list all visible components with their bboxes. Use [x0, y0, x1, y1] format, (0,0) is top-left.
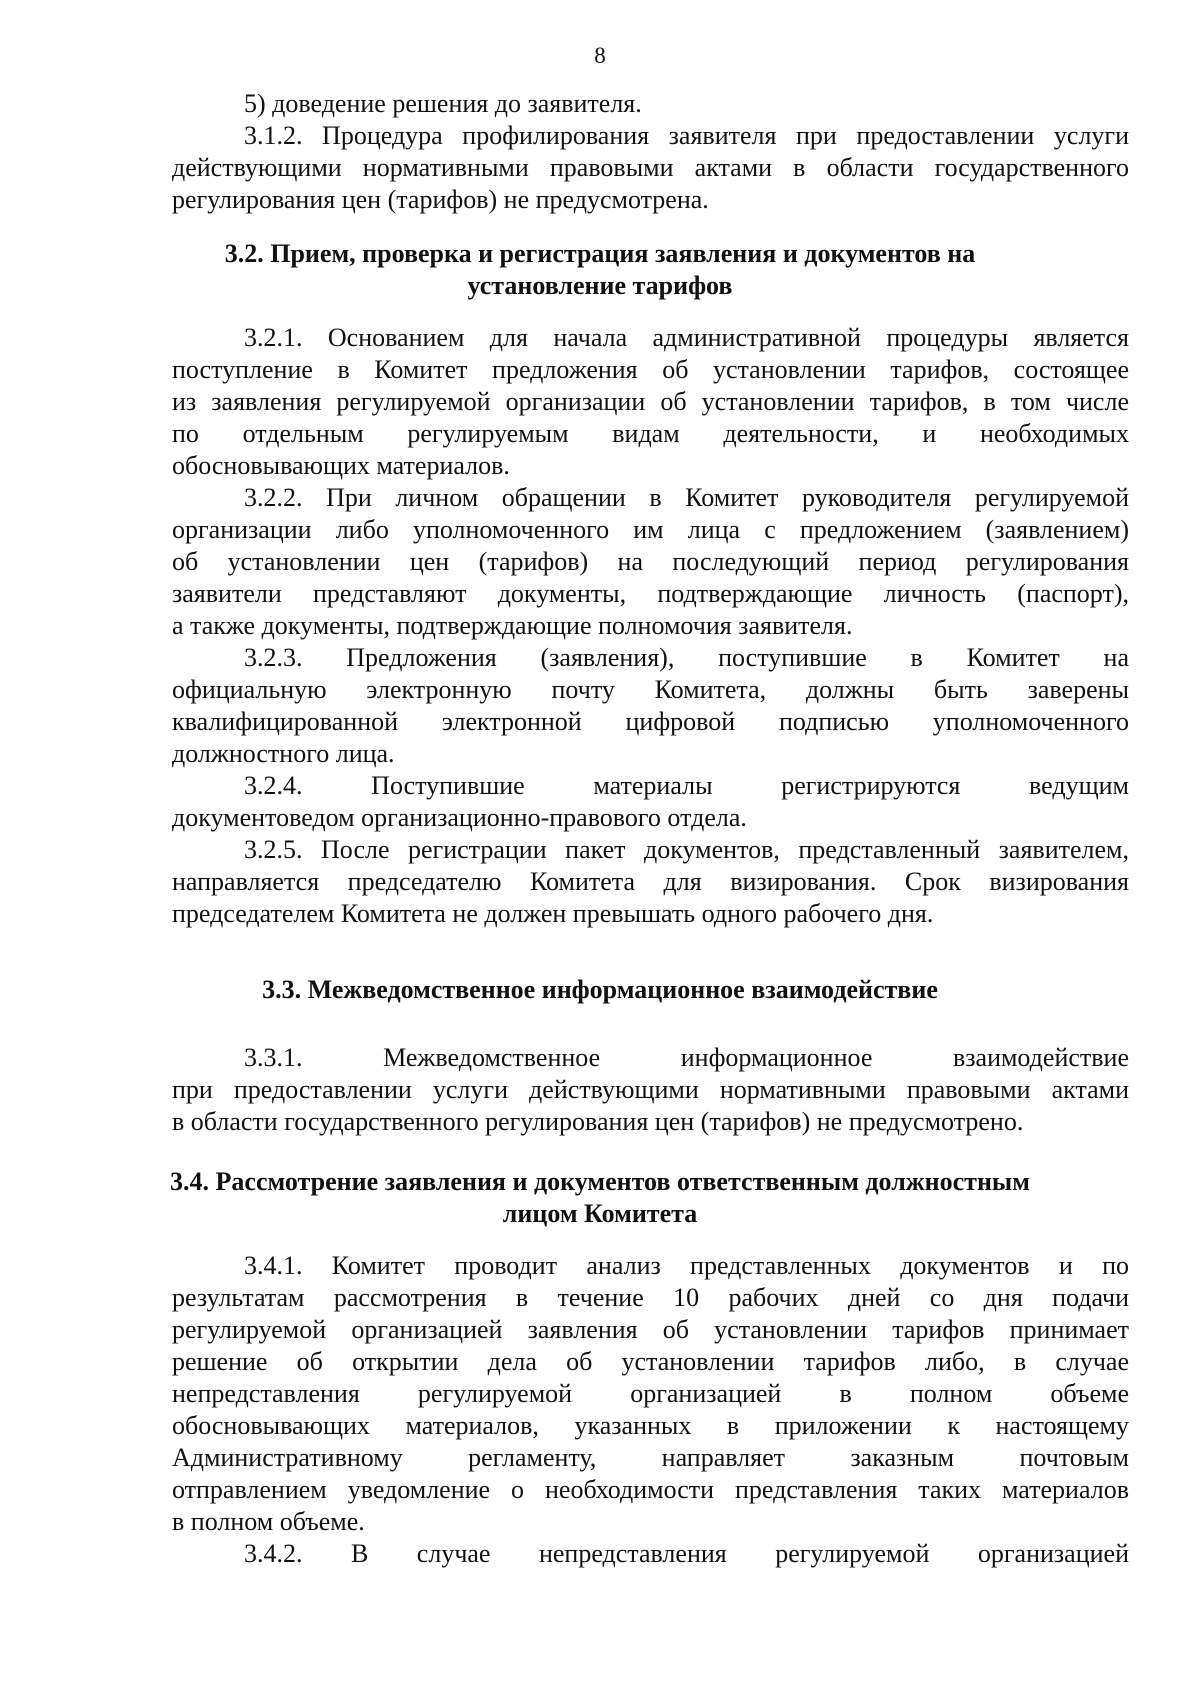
text-line: в полном объеме.: [172, 1507, 365, 1536]
text-line: 3.2.5. После регистрации пакет документов, представленный заявителем,: [244, 835, 1129, 864]
text-line: из заявления регулируемой организации об установлении тарифов, в том числе: [172, 387, 1129, 416]
text-line: 3.4.1. Комитет проводит анализ представленных документов и по: [244, 1251, 1129, 1280]
text-line: официальную электронную почту Комитета, должны быть заверены: [172, 675, 1129, 704]
text-line: в области государственного регулирования цен (тарифов) не предусмотрено.: [172, 1107, 1024, 1136]
text-line: 3.2.2. При личном обращении в Комитет руководителя регулируемой: [244, 483, 1129, 512]
text-line: решение об открытии дела об установлении тарифов либо, в случае: [172, 1347, 1129, 1376]
text-line: отправлением уведомление о необходимости представления таких материалов: [172, 1475, 1129, 1504]
text-line: 3.4.2. В случае непредставления регулируемой организацией: [244, 1539, 1129, 1568]
section-heading: 3.3. Межведомственное информационное взаимодействие: [262, 975, 938, 1004]
text-line: обосновывающих материалов.: [172, 451, 510, 480]
text-line: 3.3.1. Межведомственное информационное взаимодействие: [244, 1043, 1129, 1072]
text-line: действующими нормативными правовыми актами в области государственного: [172, 153, 1129, 182]
page-number: 8: [594, 43, 606, 68]
text-line: регулирования цен (тарифов) не предусмотрена.: [172, 185, 709, 214]
text-line: Административному регламенту, направляет заказным почтовым: [172, 1443, 1129, 1472]
text-line: об установлении цен (тарифов) на последующий период регулирования: [172, 547, 1129, 576]
text-line: 3.2.4. Поступившие материалы регистрируются ведущим: [244, 771, 1129, 800]
section-heading: 3.2. Прием, проверка и регистрация заявления и документов на: [224, 239, 976, 268]
text-line: 3.1.2. Процедура профилирования заявителя при предоставлении услуги: [244, 121, 1129, 150]
text-line: заявители представляют документы, подтверждающие личность (паспорт),: [172, 579, 1129, 608]
text-line: 5) доведение решения до заявителя.: [244, 89, 642, 118]
text-line: председателем Комитета не должен превышать одного рабочего дня.: [172, 899, 934, 928]
text-line: поступление в Комитет предложения об установлении тарифов, состоящее: [172, 355, 1129, 384]
section-heading: установление тарифов: [467, 271, 733, 300]
text-line: непредставления регулируемой организацией в полном объеме: [172, 1379, 1129, 1408]
text-line: по отдельным регулируемым видам деятельности, и необходимых: [172, 419, 1129, 448]
text-line: организации либо уполномоченного им лица с предложением (заявлением): [172, 515, 1129, 544]
text-line: при предоставлении услуги действующими нормативными правовыми актами: [172, 1075, 1129, 1104]
text-line: 3.2.3. Предложения (заявления), поступившие в Комитет на: [244, 643, 1129, 672]
text-line: квалифицированной электронной цифровой подписью уполномоченного: [172, 707, 1129, 736]
text-line: обосновывающих материалов, указанных в приложении к настоящему: [172, 1411, 1129, 1440]
section-heading: лицом Комитета: [502, 1199, 698, 1228]
section-heading: 3.4. Рассмотрение заявления и документов ответственным должностным: [170, 1167, 1030, 1196]
text-line: а также документы, подтверждающие полномочия заявителя.: [172, 611, 853, 640]
text-line: направляется председателю Комитета для визирования. Срок визирования: [172, 867, 1129, 896]
text-line: 3.2.1. Основанием для начала административной процедуры является: [244, 323, 1129, 352]
text-line: результатам рассмотрения в течение 10 рабочих дней со дня подачи: [172, 1283, 1129, 1312]
text-line: регулируемой организацией заявления об установлении тарифов принимает: [172, 1315, 1129, 1344]
text-line: должностного лица.: [172, 739, 395, 768]
text-line: документоведом организационно-правового отдела.: [172, 803, 747, 832]
